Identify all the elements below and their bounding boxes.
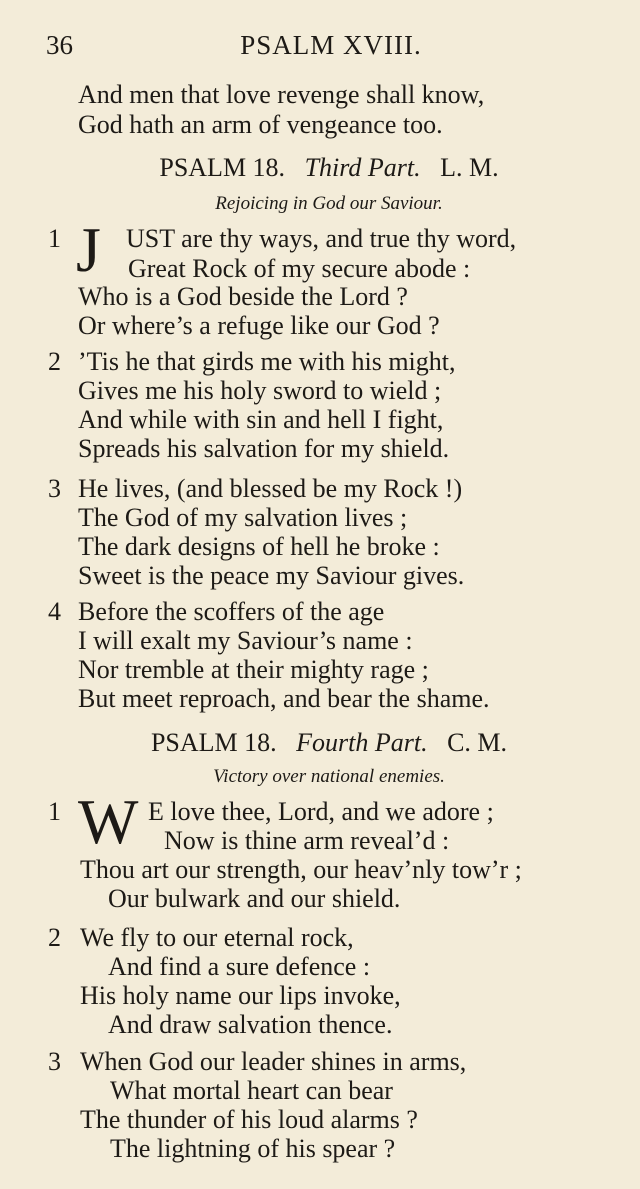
verse-line: The lightning of his spear ? <box>110 1134 396 1163</box>
verse-line: And find a sure defence : <box>108 952 371 981</box>
section-subtitle: Rejoicing in God our Saviour. <box>215 193 443 214</box>
section-subtitle: Victory over national enemies. <box>213 766 445 787</box>
drop-cap: W <box>78 786 139 857</box>
stanza-number: 3 <box>48 474 61 503</box>
stanza-number: 2 <box>48 347 61 376</box>
verse-line: Great Rock of my secure abode : <box>128 254 471 283</box>
stanza-number: 4 <box>48 597 61 626</box>
meter-label: L. M. <box>440 153 499 182</box>
verse-line: I will exalt my Saviour’s name : <box>78 626 413 655</box>
verse-line: And while with sin and hell I fight, <box>78 405 444 434</box>
drop-cap: J <box>76 214 101 285</box>
verse-line: Or where’s a refuge like our God ? <box>78 311 440 340</box>
carryover-line: And men that love revenge shall know, <box>78 80 485 109</box>
verse-line: And draw salvation thence. <box>108 1010 393 1039</box>
verse-line: E love thee, Lord, and we adore ; <box>148 797 494 826</box>
verse-line: What mortal heart can bear <box>110 1076 393 1105</box>
verse-line: The dark designs of hell he broke : <box>78 532 440 561</box>
stanza-number: 1 <box>48 797 61 826</box>
verse-line: Our bulwark and our shield. <box>108 884 401 913</box>
verse-line: Before the scoffers of the age <box>78 597 385 626</box>
verse-line: Sweet is the peace my Saviour gives. <box>78 561 465 590</box>
verse-line: Now is thine arm reveal’d : <box>164 826 450 855</box>
psalm-number: PSALM 18. <box>159 153 286 182</box>
verse-line: His holy name our lips invoke, <box>80 981 401 1010</box>
part-label: Fourth Part. <box>296 728 428 757</box>
verse-line: Gives me his holy sword to wield ; <box>78 376 442 405</box>
verse-line: Spreads his salvation for my shield. <box>78 434 450 463</box>
verse-line: The God of my salvation lives ; <box>78 503 408 532</box>
section-heading <box>0 728 640 758</box>
running-header <box>0 30 640 66</box>
stanza-number: 2 <box>48 923 61 952</box>
verse-line: But meet reproach, and bear the shame. <box>78 684 490 713</box>
verse-line: He lives, (and blessed be my Rock !) <box>78 474 463 503</box>
psalm-number: PSALM 18. <box>150 728 277 757</box>
part-label: Third Part. <box>304 153 421 182</box>
verse-line: UST are thy ways, and true thy word, <box>126 224 517 253</box>
verse-line: Thou art our strength, our heav’nly tow’r ; <box>80 855 522 884</box>
verse-line: The thunder of his loud alarms ? <box>80 1105 418 1134</box>
verse-line: Nor tremble at their mighty rage ; <box>78 655 429 684</box>
stanza-number: 3 <box>48 1047 61 1076</box>
verse-line: We fly to our eternal rock, <box>80 923 354 952</box>
section-heading <box>0 153 640 183</box>
carryover-line: God hath an arm of vengeance too. <box>78 110 443 139</box>
meter-label: C. M. <box>447 728 508 757</box>
verse-line: Who is a God beside the Lord ? <box>78 282 408 311</box>
page-number: 36 <box>46 30 73 60</box>
verse-line: ’Tis he that girds me with his might, <box>78 347 456 376</box>
stanza-number: 1 <box>48 224 61 253</box>
verse-line: When God our leader shines in arms, <box>80 1047 467 1076</box>
running-title: PSALM XVIII. <box>240 30 422 60</box>
